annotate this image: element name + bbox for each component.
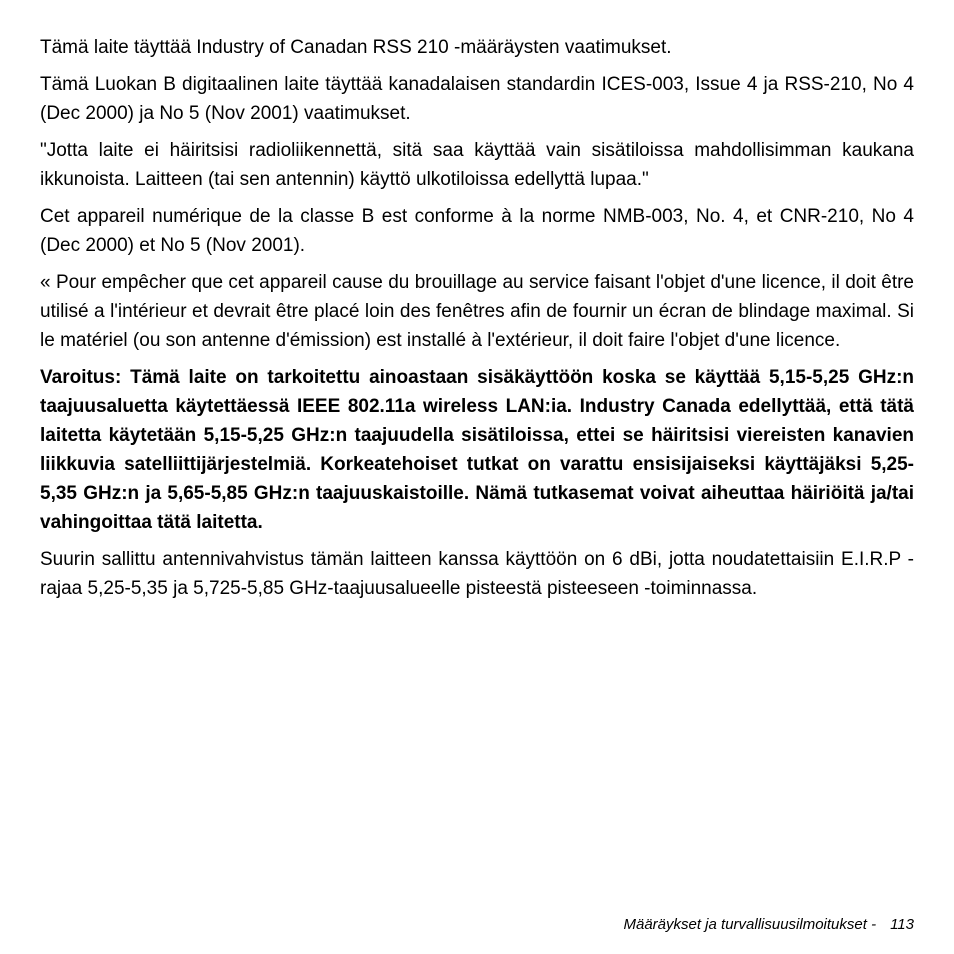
footer-section-title: Määräykset ja turvallisuusilmoitukset - bbox=[623, 916, 877, 933]
paragraph-indoor-use-quote: "Jotta laite ei häiritsisi radioliikennettä, sitä saa käyttää vain sisätiloissa mahdollisimman kaukana ikkunoista. Laitteen (tai sen antennin) käyttö ulkotiloissa edellyttä lupaa." bbox=[40, 140, 914, 190]
paragraph-licence-fr: « Pour empêcher que cet appareil cause du brouillage au service faisant l'objet d'une licence, il doit être utilisé a l'intérieur et devrait être placé loin des fenêtres afin de fournir un écran de blindage maximal. Si le matériel (ou son antenne d'émission) est installé à l'extérieur, il doit faire l'objet d'une licence. bbox=[40, 272, 914, 351]
paragraph-antenna-gain: Suurin sallittu antennivahvistus tämän laitteen kanssa käyttöön on 6 dBi, jotta noudatettaisiin E.I.R.P -rajaa 5,25-5,35 ja 5,725-5,85 GHz-taajuusalueelle pisteestä pisteeseen -toiminnassa. bbox=[40, 549, 914, 599]
paragraph-rss210: Tämä laite täyttää Industry of Canadan RSS 210 -määräysten vaatimukset. bbox=[40, 37, 672, 58]
page-number: 113 bbox=[890, 916, 914, 933]
page-footer bbox=[623, 915, 914, 935]
document-body bbox=[40, 33, 914, 611]
paragraph-ices003: Tämä Luokan B digitaalinen laite täyttää kanadalaisen standardin ICES-003, Issue 4 ja RSS-210, No 4 (Dec 2000) ja No 5 (Nov 2001) vaatimukset. bbox=[40, 74, 914, 124]
paragraph-warning: Varoitus: Tämä laite on tarkoitettu ainoastaan sisäkäyttöön koska se käyttää 5,15-5,25 GHz:n taajuusaluetta käytettäessä IEEE 802.11a wireless LAN:ia. Industry Canada edellyttää, että tätä laitetta käytetään 5,15-5,25 GHz:n taajuudella sisätiloissa, ettei se häiritsisi viereisten kanavien liikkuvia satelliittijärjestelmiä. Korkeatehoiset tutkat on varattu ensisijaiseksi käyttäjäksi 5,25-5,35 GHz:n ja 5,65-5,85 GHz:n taajuuskaistoille. Nämä tutkasemat voivat aiheuttaa häiriöitä ja/tai vahingoittaa tätä laitetta. bbox=[40, 367, 914, 533]
paragraph-nmb003-fr: Cet appareil numérique de la classe B est conforme à la norme NMB-003, No. 4, et CNR-210, No 4 (Dec 2000) et No 5 (Nov 2001). bbox=[40, 206, 914, 256]
